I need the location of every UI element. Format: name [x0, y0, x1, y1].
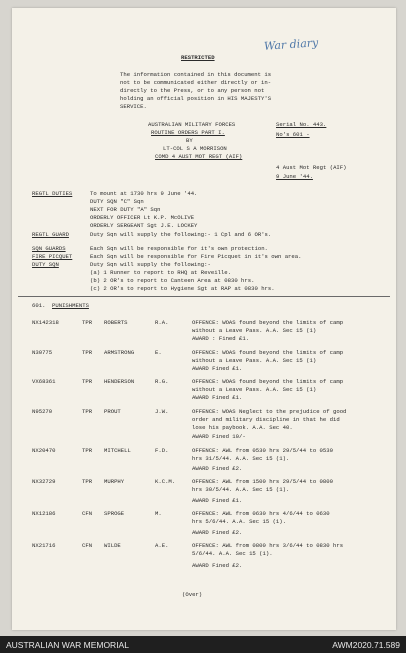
- entry-award: AWARD Fined £2.: [192, 529, 243, 536]
- title-line-1: AUSTRALIAN MILITARY FORCES: [148, 121, 236, 128]
- section-divider: [18, 296, 390, 297]
- entry-rank: TPR: [82, 378, 93, 385]
- entry-offence-cont: without a Leave Pass. A.A. Sec 15 (1): [192, 327, 317, 334]
- entry-number: N30775: [32, 349, 53, 356]
- title-line-5: COMD 4 AUST MOT REGT (AIF): [155, 153, 243, 160]
- duties-text-5: Duty Sqn will supply the following:- 1 Cpl and 6 OR's.: [90, 231, 272, 238]
- entry-offence: OFFENCE: WOAS Neglect to the prejudice of good: [192, 408, 347, 415]
- entry-offence-cont: 5/6/44. A.A. Sec 15 (1).: [192, 550, 273, 557]
- order-numbers: No's 601 -: [276, 131, 310, 138]
- duties-label-regtl-guard: REGTL GUARD: [32, 231, 69, 238]
- duties-text-3: ORDERLY OFFICER Lt K.P. McOLIVE: [90, 214, 195, 221]
- serial-number: Serial No. 443.: [276, 121, 327, 128]
- entry-rank: TPR: [82, 447, 93, 454]
- entry-number: NX32729: [32, 478, 56, 485]
- punishments-heading: PUNISHMENTS: [52, 302, 89, 309]
- entry-rank: TPR: [82, 408, 93, 415]
- entry-award: AWARD Fined 10/-: [192, 433, 246, 440]
- entry-name: WILDE: [104, 542, 121, 549]
- entry-name: MURPHY: [104, 478, 125, 485]
- title-line-3: BY: [186, 137, 193, 144]
- entry-number: NX20470: [32, 447, 56, 454]
- duties-label-sqn-guards: SQN GUARDS: [32, 245, 66, 252]
- entry-award: AWARD Fined £1.: [192, 394, 243, 401]
- duties-label-regtl-duties: REGTL DUTIES: [32, 190, 73, 197]
- duties-text-1: DUTY SQN "C" Sqn: [90, 198, 144, 205]
- entry-offence: OFFENCE: AWL from 1500 hrs 29/5/44 to 0800: [192, 478, 333, 485]
- entry-offence: OFFENCE: WOAS found beyond the limits of camp: [192, 319, 344, 326]
- entry-number: NX142318: [32, 319, 59, 326]
- footer-institution: AUSTRALIAN WAR MEMORIAL: [6, 640, 129, 650]
- title-line-4: LT-COL S A MORRISON: [163, 145, 227, 152]
- entry-offence-cont: lose his paybook. A.A. Sec 40.: [192, 424, 293, 431]
- entry-award: AWARD Fined £2.: [192, 562, 243, 569]
- title-line-2: ROUTINE ORDERS PART I.: [151, 129, 225, 136]
- entry-number: NX12186: [32, 510, 56, 517]
- entry-initials: J.W.: [155, 408, 169, 415]
- notice-line-3: directly to the Press, or to any person not: [120, 87, 265, 94]
- entry-initials: F.D.: [155, 447, 169, 454]
- entry-name: ARMSTRONG: [104, 349, 135, 356]
- duties-text-4: ORDERLY SERGEANT Sgt J.E. LOCKEY: [90, 222, 198, 229]
- entry-offence-cont: hrs 30/5/44. A.A. Sec 15 (1).: [192, 486, 290, 493]
- restricted-label: RESTRICTED: [181, 54, 215, 61]
- page-over-marker: (Over): [182, 591, 203, 598]
- entry-rank: TPR: [82, 349, 93, 356]
- order-date: 9 June '44.: [276, 173, 313, 180]
- entry-initials: A.E.: [155, 542, 169, 549]
- entry-initials: K.C.M.: [155, 478, 176, 485]
- duties-text-2: NEXT FOR DUTY "A" Sqn: [90, 206, 161, 213]
- entry-rank: TPR: [82, 319, 93, 326]
- entry-offence-cont: order and military discipline in that he did: [192, 416, 340, 423]
- entry-offence: OFFENCE: AWL from 0800 hrs 3/6/44 to 0830 hrs: [192, 542, 344, 549]
- duties-text-0: To mount at 1730 hrs 9 June '44.: [90, 190, 198, 197]
- document-page: [12, 8, 396, 630]
- entry-offence: OFFENCE: WOAS found beyond the limits of camp: [192, 349, 344, 356]
- entry-award: AWARD : Fined £1.: [192, 335, 250, 342]
- handwritten-note: War diary: [263, 36, 319, 53]
- duties-text-10: (b) 2 OR's to report to Canteen Area at 0830 hrs.: [90, 277, 255, 284]
- entry-offence-cont: without a Leave Pass. A.A. Sec 15 (1): [192, 386, 317, 393]
- notice-line-1: The information contained in this document is: [120, 71, 272, 78]
- entry-initials: R.A.: [155, 319, 169, 326]
- entry-number: VX68361: [32, 378, 56, 385]
- entry-offence: OFFENCE: WOAS found beyond the limits of camp: [192, 378, 344, 385]
- entry-award: AWARD Fined £1.: [192, 365, 243, 372]
- entry-offence-cont: hrs 5/6/44. A.A. Sec 15 (1).: [192, 518, 286, 525]
- entry-name: SPROGE: [104, 510, 125, 517]
- entry-name: HENDERSON: [104, 378, 135, 385]
- notice-line-5: SERVICE.: [120, 103, 147, 110]
- unit-name: 4 Aust Mot Regt (AIF): [276, 164, 347, 171]
- entry-rank: CFN: [82, 510, 93, 517]
- entry-award: AWARD Fined £2.: [192, 465, 243, 472]
- duties-label-duty-sqn: DUTY SQN: [32, 261, 59, 268]
- entry-name: PROUT: [104, 408, 121, 415]
- entry-offence: OFFENCE: AWL from 0530 hrs 29/5/44 to 0530: [192, 447, 333, 454]
- archive-footer: [0, 636, 406, 653]
- entry-initials: R.G.: [155, 378, 169, 385]
- notice-line-4: holding an official position in HIS MAJESTY'S: [120, 95, 272, 102]
- entry-offence-cont: without a Leave Pass. A.A. Sec 15 (1): [192, 357, 317, 364]
- entry-rank: TPR: [82, 478, 93, 485]
- entry-offence-cont: hrs 31/5/44. A.A. Sec 15 (1).: [192, 455, 290, 462]
- duties-text-11: (c) 2 OR's to report to Hygiene Sgt at RAP at 0830 hrs.: [90, 285, 275, 292]
- entry-name: MITCHELL: [104, 447, 131, 454]
- punishments-number: 601.: [32, 302, 46, 309]
- entry-rank: CFN: [82, 542, 93, 549]
- notice-line-2: not to be communicated either directly or in-: [120, 79, 272, 86]
- footer-accession-number: AWM2020.71.589: [332, 640, 400, 650]
- entry-number: NX21716: [32, 542, 56, 549]
- duties-text-8: Duty Sqn will supply the following:-: [90, 261, 211, 268]
- entry-award: AWARD Fined £1.: [192, 497, 243, 504]
- entry-name: ROBERTS: [104, 319, 128, 326]
- entry-initials: M.: [155, 510, 162, 517]
- entry-offence: OFFENCE: AWL from 0630 hrs 4/6/44 to 0630: [192, 510, 330, 517]
- entry-number: N95270: [32, 408, 53, 415]
- entry-initials: E.: [155, 349, 162, 356]
- duties-label-fire-picquet: FIRE PICQUET: [32, 253, 73, 260]
- duties-text-9: (a) 1 Runner to report to RHQ at Reveille.: [90, 269, 231, 276]
- duties-text-7: Each Sqn will be responsible for Fire Picquet in it's own area.: [90, 253, 302, 260]
- duties-text-6: Each Sqn will be responsible for it's own protection.: [90, 245, 268, 252]
